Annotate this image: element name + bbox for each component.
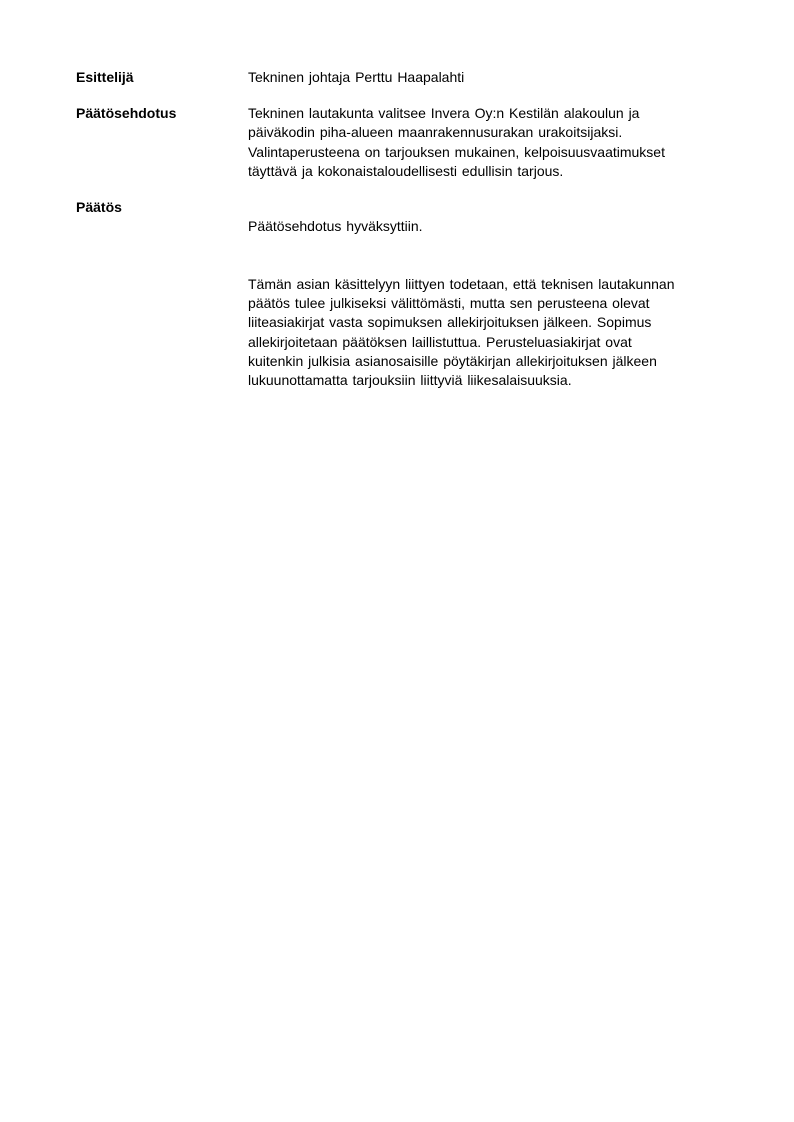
decision-content: [248, 198, 736, 410]
presenter-row: [76, 68, 736, 87]
decision-label: Päätös: [76, 199, 122, 215]
decision-text: Päätösehdotus hyväksyttiin.: [248, 218, 423, 235]
proposal-text: Tekninen lautakunta valitsee Invera Oy:n Kestilän alakoulun ja päiväkodin piha-alueen maanrakennusurakan urakoitsijaksi. Valintaperusteena on tarjouksen mukainen, kelpoisuusvaatimukset täyttävä ja kokonaistaloudellisesti edullisin tarjous.: [248, 105, 665, 179]
proposal-label: Päätösehdotus: [76, 105, 177, 121]
proposal-row: [76, 104, 736, 181]
presenter-label: Esittelijä: [76, 69, 134, 85]
decision-row: [76, 198, 736, 410]
decision-note-text: Tämän asian käsittelyyn liittyen todetaan, että teknisen lautakunnan päätös tulee julkiseksi välittömästi, mutta sen perusteena olevat liiteasiakirjat vasta sopimuksen allekirjoituksen jälkeen. Sopimus allekirjoitetaan päätöksen laillistuttua. Perusteluasiakirjat ovat kuitenkin julkisia asianosaisille pöytäkirjan allekirjoituksen jälkeen lukuunottamatta tarjouksiin liittyviä liikesalaisuuksia.: [248, 275, 675, 389]
presenter-text: Tekninen johtaja Perttu Haapalahti: [248, 69, 465, 85]
